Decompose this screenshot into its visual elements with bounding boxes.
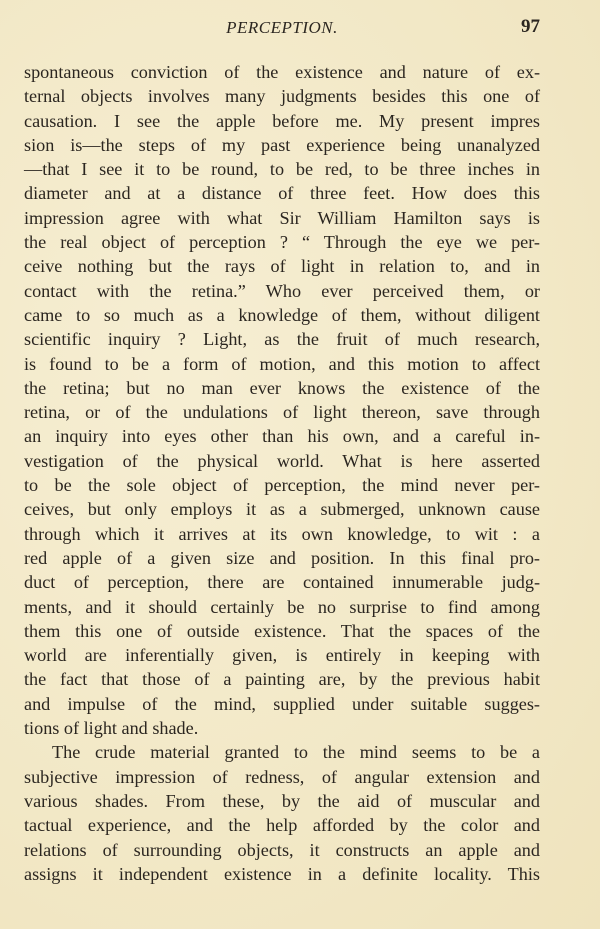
text-line: the retina; but no man ever knows the existence of the bbox=[24, 377, 540, 398]
text-line: them this one of outside existence. That the spaces of the bbox=[24, 620, 540, 641]
text-line: vestigation of the physical world. What is here asserted bbox=[24, 450, 540, 471]
text-line: causation. I see the apple before me. My present impres bbox=[24, 110, 540, 131]
text-line: assigns it independent existence in a definite locality. This bbox=[24, 863, 540, 884]
text-line: world are inferentially given, is entirely in keeping with bbox=[24, 645, 540, 666]
paragraph-1 bbox=[24, 60, 540, 740]
text-line: subjective impression of redness, of angular extension and bbox=[24, 766, 540, 787]
text-line: the fact that those of a painting are, by the previous habit bbox=[24, 669, 540, 690]
text-line: is found to be a form of motion, and this motion to affect bbox=[24, 353, 540, 374]
text-line: various shades. From these, by the aid of muscular and bbox=[24, 790, 540, 811]
text-line: tactual experience, and the help afforded by the color and bbox=[24, 815, 540, 836]
text-line: scientific inquiry ? Light, as the fruit of much research, bbox=[24, 329, 540, 350]
text-line: sion is—the steps of my past experience being unanalyzed bbox=[24, 134, 540, 155]
text-line: —that I see it to be round, to be red, to be three inches in bbox=[24, 159, 540, 180]
text-line: spontaneous conviction of the existence and nature of ex- bbox=[24, 62, 540, 82]
text-line: retina, or of the undulations of light thereon, save through bbox=[24, 402, 540, 423]
text-line: red apple of a given size and position. In this final pro- bbox=[24, 547, 540, 568]
text-line: ternal objects involves many judgments besides this one of bbox=[24, 86, 540, 107]
page-number: 97 bbox=[521, 16, 540, 37]
running-title: PERCEPTION. bbox=[226, 18, 338, 37]
text-line: diameter and at a distance of three feet. How does this bbox=[24, 183, 540, 204]
text-line: an inquiry into eyes other than his own, and a careful in- bbox=[24, 426, 540, 447]
text-line: contact with the retina.” Who ever perceived them, or bbox=[24, 280, 540, 301]
text-line: ments, and it should certainly be no surprise to find among bbox=[24, 596, 540, 617]
text-line: duct of perception, there are contained innumerable judg- bbox=[24, 572, 540, 593]
text-line: impression agree with what Sir William Hamilton says is bbox=[24, 207, 540, 228]
text-line: The crude material granted to the mind seems to be a bbox=[52, 742, 540, 763]
body-text bbox=[24, 60, 540, 886]
text-line: through which it arrives at its own knowledge, to wit : a bbox=[24, 523, 540, 544]
text-line: came to so much as a knowledge of them, without diligent bbox=[24, 304, 540, 325]
text-line: to be the sole object of perception, the mind never per- bbox=[24, 475, 540, 496]
paragraph-2 bbox=[24, 740, 540, 886]
text-line: tions of light and shade. bbox=[24, 718, 199, 739]
text-line: relations of surrounding objects, it constructs an apple and bbox=[24, 839, 540, 860]
text-line: ceive nothing but the rays of light in relation to, and in bbox=[24, 256, 540, 277]
text-line: and impulse of the mind, supplied under suitable sugges- bbox=[24, 693, 540, 714]
text-line: ceives, but only employs it as a submerged, unknown cause bbox=[24, 499, 540, 520]
text-line: the real object of perception ? “ Through the eye we per- bbox=[24, 232, 540, 253]
page-header bbox=[24, 18, 540, 44]
